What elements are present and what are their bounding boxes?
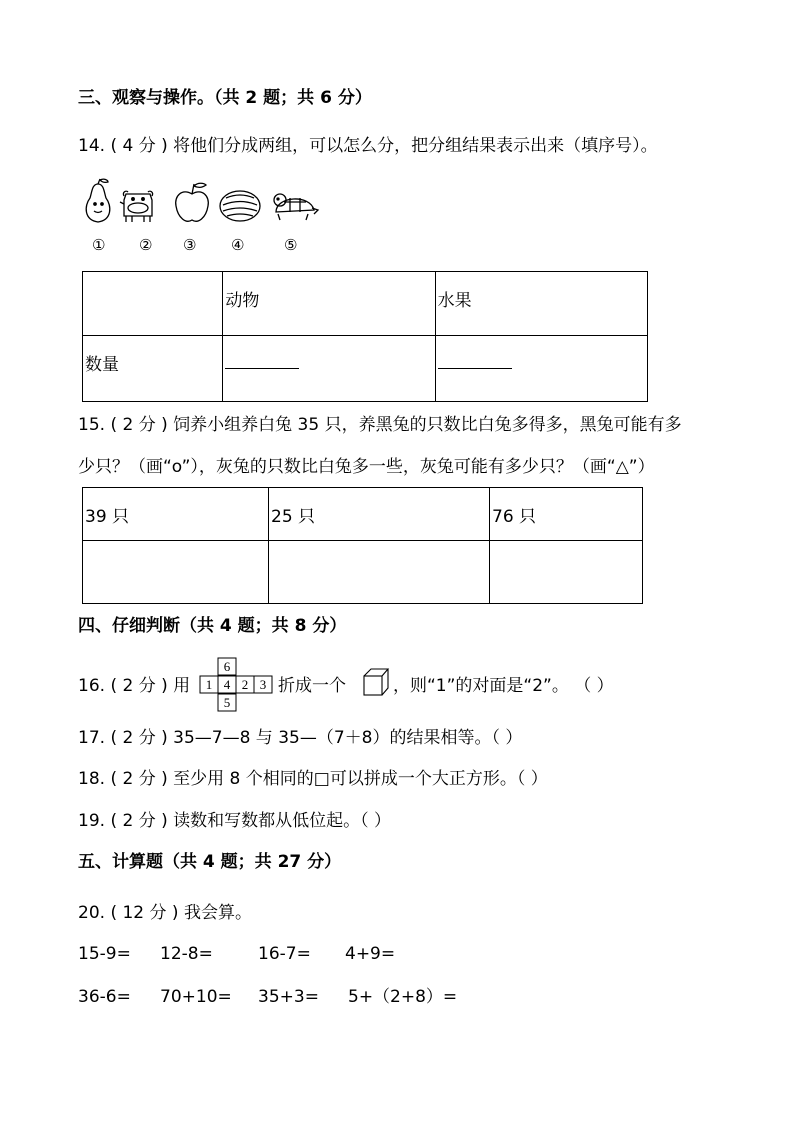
q14-table-header-animals: 动物 xyxy=(223,272,435,336)
turtle-icon xyxy=(274,194,318,220)
q15-header-76: 76 只 xyxy=(490,488,643,541)
question-16-mid: 折成一个 xyxy=(278,676,346,696)
q15-header-25: 25 只 xyxy=(269,488,490,541)
q15-header-39: 39 只 xyxy=(83,488,269,541)
q14-animals-answer-cell[interactable] xyxy=(223,336,435,402)
question-18: 18. ( 2 分 ) 至少用 8 个相同的□可以拼成一个大正方形。（ ） xyxy=(78,769,548,789)
q14-fruits-blank[interactable] xyxy=(438,350,512,369)
q14-number-3: ③ xyxy=(183,236,197,254)
net-face-2: 2 xyxy=(241,677,249,692)
calc-item: 12-8= xyxy=(160,944,213,964)
net-face-bottom: 5 xyxy=(223,695,231,710)
calc-item: 15-9= xyxy=(78,944,131,964)
q14-number-1: ① xyxy=(92,236,106,254)
q14-number-2: ② xyxy=(139,236,153,254)
watermelon-icon xyxy=(220,191,260,221)
calc-item: 35+3= xyxy=(258,987,319,1007)
calc-item: 36-6= xyxy=(78,987,131,1007)
question-16-suffix: ，则“1”的对面是“2”。 （ ） xyxy=(393,676,614,696)
q14-table-row-label: 数量 xyxy=(83,336,223,402)
net-face-3: 3 xyxy=(259,677,267,692)
q15-answer-cell-25[interactable] xyxy=(269,541,490,604)
q15-answer-cell-76[interactable] xyxy=(490,541,643,604)
calc-item: 16-7= xyxy=(258,944,311,964)
question-15-line-1: 15. ( 2 分 ) 饲养小组养白兔 35 只，养黑兔的只数比白兔多得多，黑兔可能有多 xyxy=(78,415,682,435)
section-3-title: 三、观察与操作。（共 2 题；共 6 分） xyxy=(78,88,372,108)
question-16-prefix: 16. ( 2 分 ) 用 xyxy=(78,676,191,696)
q15-answer-cell-39[interactable] xyxy=(83,541,269,604)
question-14-stem: 14. ( 4 分 ) 将他们分成两组，可以怎么分，把分组结果表示出来（填序号）。 xyxy=(78,136,658,156)
net-face-top: 6 xyxy=(223,659,231,674)
cube-icon xyxy=(362,667,390,697)
q14-number-5: ⑤ xyxy=(284,236,298,254)
q14-pictures xyxy=(80,178,330,226)
q14-animals-blank[interactable] xyxy=(225,350,299,369)
cow-icon xyxy=(120,191,153,222)
calc-item: 4+9= xyxy=(345,944,396,964)
q14-number-4: ④ xyxy=(231,236,245,254)
cube-net-diagram xyxy=(198,657,276,713)
section-5-title: 五、计算题（共 4 题；共 27 分） xyxy=(78,852,342,872)
q14-table xyxy=(82,271,648,402)
question-20-stem: 20. ( 12 分 ) 我会算。 xyxy=(78,903,252,923)
pear-icon xyxy=(86,179,110,222)
question-19: 19. ( 2 分 ) 读数和写数都从低位起。（ ） xyxy=(78,811,392,831)
question-17: 17. ( 2 分 ) 35—7—8 与 35—（7＋8）的结果相等。（ ） xyxy=(78,728,523,748)
net-face-4: 4 xyxy=(223,677,231,692)
section-4-title: 四、仔细判断（共 4 题；共 8 分） xyxy=(78,616,347,636)
question-15-line-2: 少只？（画“o”），灰兔的只数比白兔多一些，灰兔可能有多少只？（画“△”） xyxy=(78,457,655,477)
q14-table-header-fruits: 水果 xyxy=(435,272,647,336)
q14-table-corner xyxy=(83,272,223,336)
q15-table xyxy=(82,487,643,604)
net-face-1: 1 xyxy=(205,677,213,692)
calc-item: 5+（2+8）= xyxy=(348,987,458,1007)
calc-item: 70+10= xyxy=(160,987,232,1007)
q14-fruits-answer-cell[interactable] xyxy=(435,336,647,402)
apple-icon xyxy=(176,183,209,221)
